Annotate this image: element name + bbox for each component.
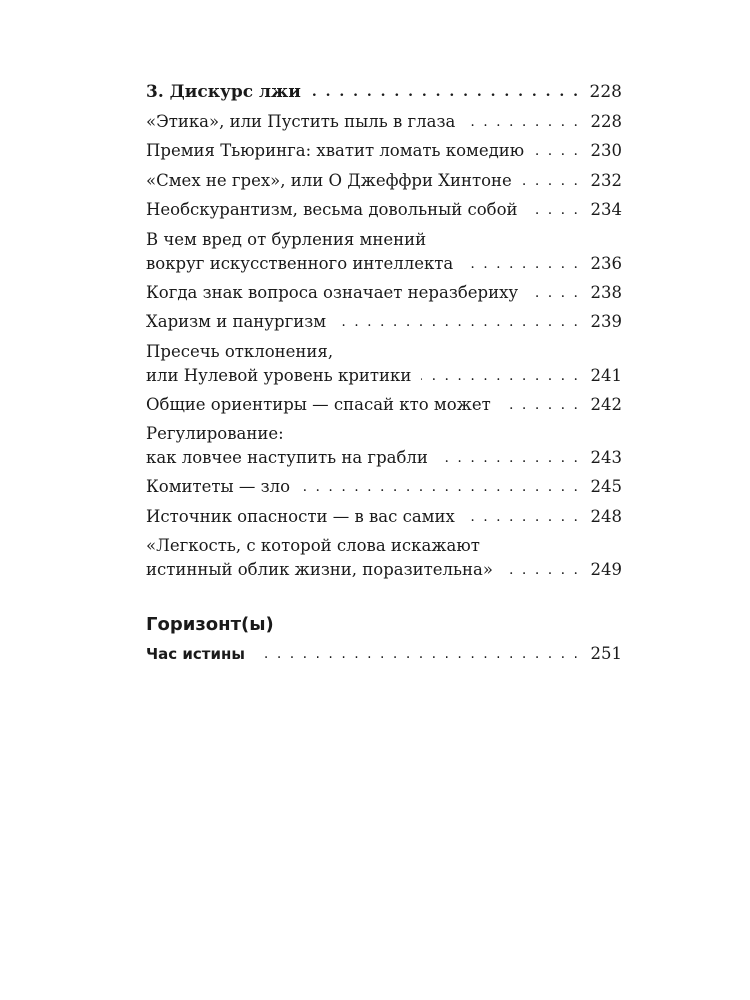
toc-entry	[146, 110, 622, 134]
toc-entry	[146, 422, 622, 470]
dot-leader	[534, 139, 580, 163]
toc-entry-title: Регулирование: как ловчее наступить на грабли	[146, 424, 428, 467]
toc-entry-page: 243	[590, 448, 622, 467]
toc-entry-page: 230	[590, 141, 622, 160]
toc-entry-page: 232	[590, 170, 622, 190]
dot-leader	[528, 198, 580, 222]
toc-entry-title: Комитеты — зло	[146, 477, 291, 496]
toc-entry-page: 241	[590, 365, 622, 385]
toc-entry-page: 228	[589, 82, 622, 102]
dot-leader	[465, 110, 580, 134]
toc-entry-title: Общие ориентиры — спасай кто может	[146, 394, 491, 414]
toc-entry-title: Когда знак вопроса означает неразбериху	[146, 282, 519, 302]
dot-leader	[501, 393, 580, 417]
toc-entry-page: 245	[590, 477, 622, 496]
dot-leader	[503, 558, 580, 582]
toc-entry-page: 239	[590, 312, 622, 331]
toc-entry-title: Час истины	[146, 645, 245, 663]
toc-entry	[146, 139, 622, 163]
dot-leader	[300, 475, 580, 499]
dot-leader	[463, 252, 580, 276]
toc-entry	[146, 475, 622, 499]
toc-entry-page: 228	[590, 111, 622, 131]
toc-entry-page: 238	[590, 282, 622, 302]
toc-entry-title: Пресечь отклонения, или Нулевой уровень критики	[146, 341, 412, 385]
toc-entry-page: 251	[590, 644, 622, 663]
dot-leader	[438, 446, 580, 470]
toc-entry	[146, 198, 622, 222]
toc-chapter-heading	[146, 80, 622, 104]
toc-entry-title: В чем вред от бурления мнений вокруг искусственного интеллекта	[146, 229, 454, 273]
toc-entry-page: 249	[590, 560, 622, 579]
toc-entry	[146, 228, 622, 276]
toc-entry	[146, 310, 622, 334]
dot-leader	[421, 364, 580, 388]
section-heading: Горизонт(ы)	[146, 614, 274, 635]
dot-leader	[528, 281, 580, 305]
dot-leader	[522, 169, 580, 193]
toc-entry	[146, 169, 622, 193]
toc-entry-page: 242	[590, 394, 622, 414]
dot-leader	[311, 80, 580, 104]
toc-entry-title: 3. Дискурс лжи	[146, 82, 301, 102]
toc-entry	[146, 534, 622, 582]
toc-entry-title: «Легкость, с которой слова искажают истинный облик жизни, поразительна»	[146, 536, 493, 579]
toc-entry-title: Премия Тьюринга: хватит ломать комедию	[146, 141, 525, 160]
table-of-contents	[146, 80, 622, 672]
toc-entry-page: 234	[590, 200, 622, 219]
toc-entry-title: Харизм и панургизм	[146, 312, 327, 331]
toc-entry-title: «Смех не грех», или О Джеффри Хинтоне	[146, 170, 512, 190]
toc-entry	[146, 505, 622, 529]
dot-leader	[255, 642, 580, 666]
toc-entry	[146, 642, 622, 666]
toc-entry-title: «Этика», или Пустить пыль в глаза	[146, 111, 456, 131]
toc-entry-page: 236	[590, 253, 622, 273]
toc-entry-page: 248	[590, 506, 622, 526]
toc-entry	[146, 393, 622, 417]
toc-entry	[146, 281, 622, 305]
toc-entry	[146, 340, 622, 388]
toc-entry-title: Необскурантизм, весьма довольный собой	[146, 200, 518, 219]
dot-leader	[465, 505, 580, 529]
toc-entry-title: Источник опасности — в вас самих	[146, 506, 455, 526]
dot-leader	[336, 310, 580, 334]
